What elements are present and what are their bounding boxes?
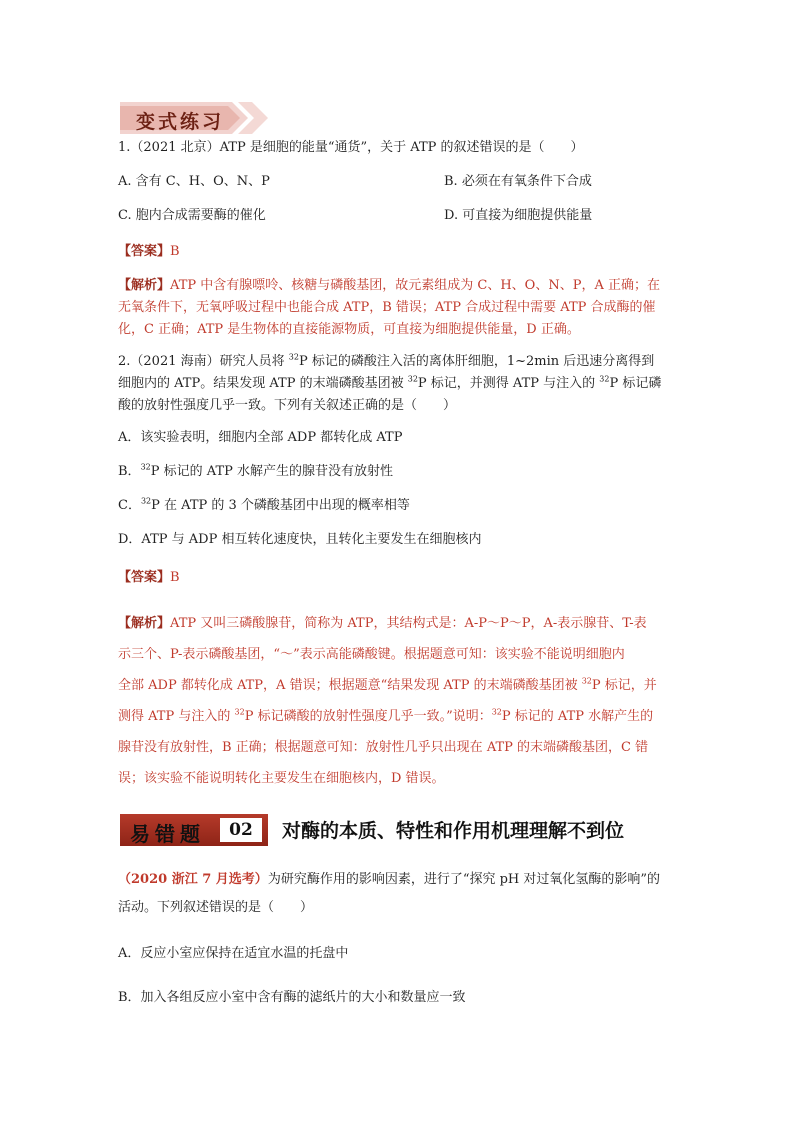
practice-banner [120, 100, 270, 136]
answer-value: B [170, 570, 180, 585]
section-number: 02 [220, 818, 262, 842]
q1-option-b: B. 必须在有氧条件下合成 [444, 174, 592, 189]
q2-answer [118, 568, 180, 588]
q1-option-c: C. 胞内合成需要酶的催化 [118, 208, 266, 223]
q3-stem-line-1: （2020 浙江 7 月选考）为研究酶作用的影响因素，进行了“探究 pH 对过氧化氢酶的影响”的 [118, 872, 661, 887]
banner-title: 变式练习 [136, 111, 225, 133]
q2-option-b: B．$^{32}$P 标记的 ATP 水解产生的腺苷没有放射性 [118, 462, 393, 479]
section-label: 易错题 [130, 822, 205, 846]
q2-option-d: D．ATP 与 ADP 相互转化速度快，且转化主要发生在细胞核内 [118, 532, 482, 547]
section-title: 对酶的本质、特性和作用机理理解不到位 [282, 820, 625, 842]
q2-stem-line-2: 细胞内的 ATP。结果发现 ATP 的末端磷酸基团被 $^{32}$P 标记，并测得 ATP 与注入的 $^{32}$P 标记磷 [118, 374, 662, 391]
q2-stem-line-3: 酸的放射性强度几乎一致。下列有关叙述正确的是（ ） [118, 398, 457, 413]
section-header-box [120, 814, 268, 846]
q1-analysis-line-1: 【解析】ATP 中含有腺嘌呤、核糖与磷酸基团，故元素组成为 C、H、O、N、P，A 正确；在 [118, 278, 660, 293]
q1-analysis-line-2: 无氧条件下，无氧呼吸过程中也能合成 ATP，B 错误；ATP 合成过程中需要 ATP 合成酶的催 [118, 300, 656, 315]
answer-label: 【答案】 [118, 244, 171, 259]
q2-stem-line-1: 2.（2021 海南）研究人员将 $^{32}$P 标记的磷酸注入活的离体肝细胞，1~2min 后迅速分离得到 [118, 352, 655, 369]
q2-analysis-line-5: 腺苷没有放射性，B 正确；根据题意可知：放射性几乎只出现在 ATP 的末端磷酸基团，C 错 [118, 740, 649, 755]
q2-analysis-line-2: 示三个、P-表示磷酸基团，“～”表示高能磷酸键。根据题意可知：该实验不能说明细胞内 [118, 647, 625, 662]
q1-option-a: A. 含有 C、H、O、N、P [118, 174, 270, 189]
q1-answer [118, 242, 180, 262]
q2-analysis-line-1: 【解析】ATP 又叫三磷酸腺苷，简称为 ATP，其结构式是：A-P～P～P，A-表示腺苷、T-表 [118, 616, 647, 631]
q3-stem-line-2: 活动。下列叙述错误的是（ ） [118, 900, 314, 915]
q2-option-a: A．该实验表明，细胞内全部 ADP 都转化成 ATP [118, 430, 403, 445]
q2-option-c: C．$^{32}$P 在 ATP 的 3 个磷酸基团中出现的概率相等 [118, 496, 410, 513]
q3-option-b: B．加入各组反应小室中含有酶的滤纸片的大小和数量应一致 [118, 990, 466, 1005]
q1-option-d: D. 可直接为细胞提供能量 [444, 208, 593, 223]
q1-analysis-line-3: 化，C 正确；ATP 是生物体的直接能源物质，可直接为细胞提供能量，D 正确。 [118, 322, 580, 337]
q2-analysis-line-3: 全部 ADP 都转化成 ATP，A 错误；根据题意“结果发现 ATP 的末端磷酸基团被 $^{32}$P 标记，并 [118, 676, 657, 693]
analysis-label: 【解析】 [118, 616, 171, 631]
q2-analysis-line-6: 误；该实验不能说明转化主要发生在细胞核内，D 错误。 [118, 771, 445, 786]
analysis-label: 【解析】 [118, 278, 171, 293]
answer-value: B [170, 244, 180, 259]
q3-option-a: A．反应小室应保持在适宜水温的托盘中 [118, 946, 349, 961]
q2-analysis-line-4: 测得 ATP 与注入的 $^{32}$P 标记磷酸的放射性强度几乎一致。”说明：$^{32}$P 标记的 ATP 水解产生的 [118, 707, 654, 724]
q1-stem: 1.（2021 北京）ATP 是细胞的能量“通货”，关于 ATP 的叙述错误的是（ ） [118, 140, 584, 155]
q3-source: （2020 浙江 7 月选考） [118, 872, 268, 887]
answer-label: 【答案】 [118, 570, 171, 585]
